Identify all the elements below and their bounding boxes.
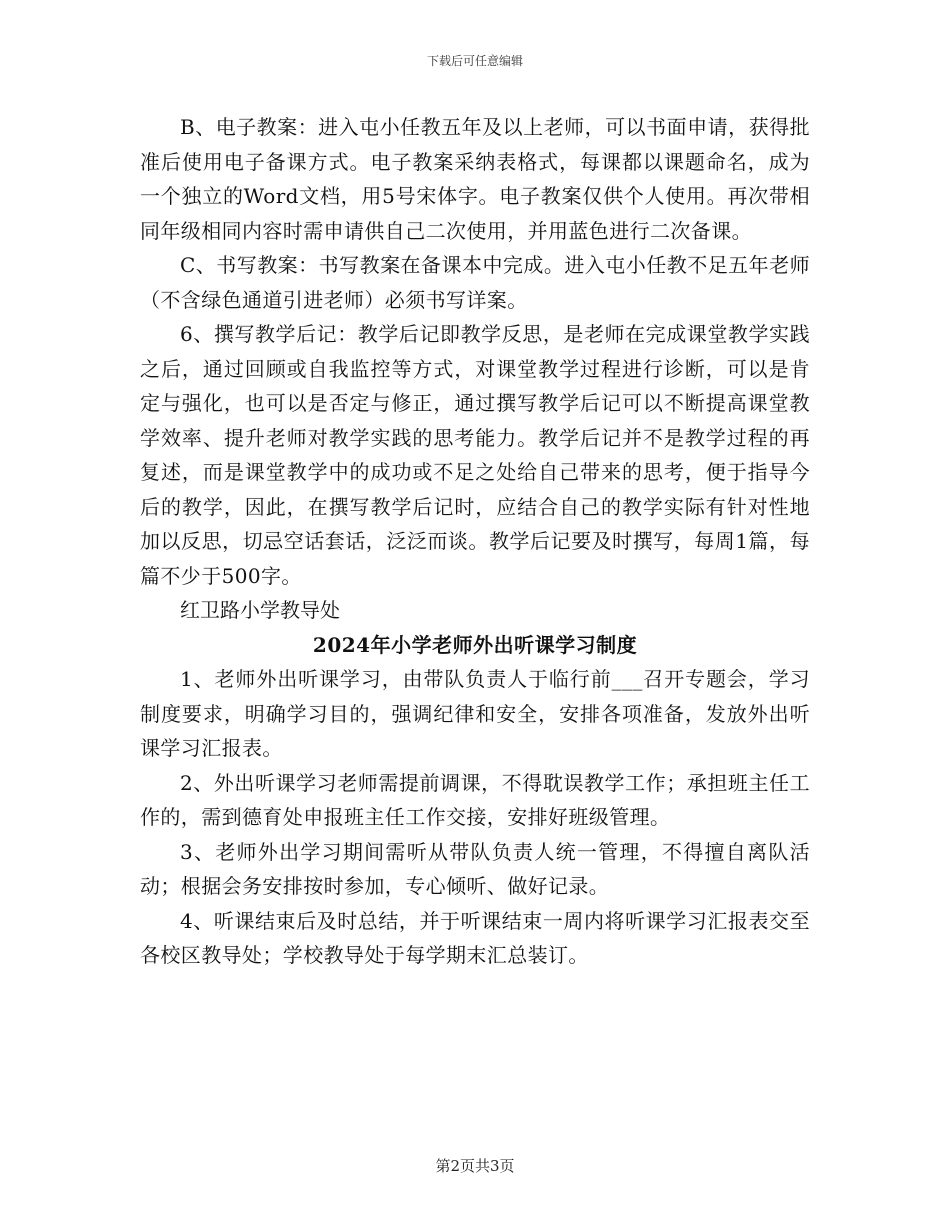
paragraph-rule-2: 2、外出听课学习老师需提前调课，不得耽误教学工作；承担班主任工作的，需到德育处申报班主任工作交接，安排好班级管理。 — [140, 770, 810, 829]
document-body — [140, 110, 810, 973]
paragraph-rule-4: 4、听课结束后及时总结，并于听课结束一周内将听课学习汇报表交至各校区教导处；学校教导处于每学期末汇总装订。 — [140, 908, 810, 967]
page-header: 下载后可任意编辑 — [426, 54, 523, 68]
paragraph-teaching-reflection: 6、撰写教学后记：教学后记即教学反思，是老师在完成课堂教学实践之后，通过回顾或自我监控等方式，对课堂教学过程进行诊断，可以是肯定与强化，也可以是否定与修正，通过撰写教学后记可以不断提高课堂教学效率、提升老师对教学实践的思考能力。教学后记并不是教学过程的再复述，而是课堂教学中的成功或不足之处给自己带来的思考，便于指导今后的教学，因此，在撰写教学后记时，应结合自己的教学实际有针对性地加以反思，切忌空话套话，泛泛而谈。教学后记要及时撰写，每周1篇，每篇不少于500字。 — [140, 322, 810, 588]
signature: 红卫路小学教导处 — [180, 598, 340, 622]
page-footer: 第2页共3页 — [435, 1157, 515, 1175]
paragraph-electronic-lesson-plan: B、电子教案：进入屯小任教五年及以上老师，可以书面申请，获得批准后使用电子备课方式。电子教案采纳表格式，每课都以课题命名，成为一个独立的Word文档，用5号宋体字。电子教案仅供个人使用。再次带相同年级相同内容时需申请供自己二次使用，并用蓝色进行二次备课。 — [140, 115, 810, 243]
section-title: 2024年小学老师外出听课学习制度 — [312, 632, 638, 657]
paragraph-written-lesson-plan: C、书写教案：书写教案在备课本中完成。进入屯小任教不足五年老师（不含绿色通道引进老师）必须书写详案。 — [140, 253, 810, 312]
paragraph-rule-3: 3、老师外出学习期间需听从带队负责人统一管理，不得擅自离队活动；根据会务安排按时参加，专心倾听、做好记录。 — [140, 839, 810, 898]
paragraph-rule-1: 1、老师外出听课学习，由带队负责人于临行前___召开专题会，学习制度要求，明确学习目的，强调纪律和安全，安排各项准备，发放外出听课学习汇报表。 — [140, 667, 810, 760]
